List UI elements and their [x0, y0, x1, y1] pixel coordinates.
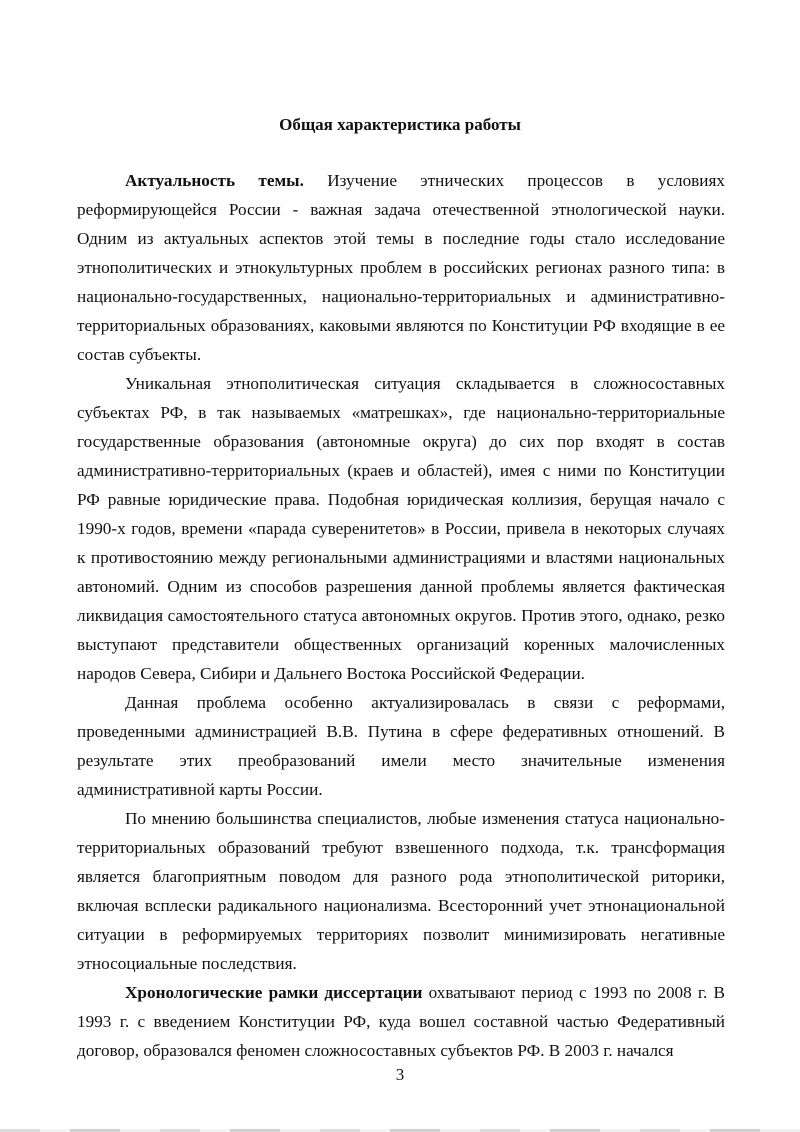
paragraph-reforms — [77, 688, 725, 804]
document-body — [77, 166, 725, 1065]
page-title: Общая характеристика работы — [279, 115, 521, 134]
paragraph-lead: Хронологические рамки диссертации — [125, 983, 423, 1002]
paragraph-relevance — [77, 166, 725, 369]
paragraph-text: Данная проблема особенно актуализировалась в связи с реформами, проведенными администрацией В.В. Путина в сфере федеративных отношений. В результате этих преобразований имели место значительные изменения административной карты России. — [77, 693, 725, 799]
paragraph-text: Уникальная этнополитическая ситуация складывается в сложносоставных субъектах РФ, в так называемых «матрешках», где национально-территориальные государственные образования (автономные округа) до сих пор входят в состав административно-территориальных (краев и областей), имея с ними по Конституции РФ равные юридические права. Подобная юридическая коллизия, берущая начало с 1990-х годов, времени «парада суверенитетов» в России, привела в некоторых случаях к противостоянию между региональными администрациями и властями национальных автономий. Одним из способов разрешения данной проблемы является фактическая ликвидация самостоятельного статуса автономных округов. Против этого, однако, резко выступают представители общественных организаций коренных малочисленных народов Севера, Сибири и Дальнего Востока Российской Федерации. — [77, 374, 725, 683]
paragraph-text: охватывают период с 1993 по 2008 г. В 1993 г. с введением Конституции РФ, куда вошел составной частью Федеративный договор, образовался феномен сложносоставных субъектов РФ. В 2003 г. начался — [77, 983, 725, 1060]
paragraph-matryoshka — [77, 369, 725, 688]
page-number: 3 — [395, 1065, 405, 1084]
paragraph-lead: Актуальность темы. — [125, 171, 304, 190]
paragraph-text: По мнению большинства специалистов, любые изменения статуса национально-территориальных образований требуют взвешенного подхода, т.к. трансформация является благоприятным поводом для разного рода этнополитической риторики, включая всплески радикального национализма. Всесторонний учет этнонациональной ситуации в реформируемых территориях позволит минимизировать негативные этносоциальные последствия. — [77, 809, 725, 973]
paragraph-text: Изучение этнических процессов в условиях реформирующейся России - важная задача отечественной этнологической науки. Одним из актуальных аспектов этой темы в последние годы стало исследование этнополитических и этнокультурных проблем в российских регионах разного типа: в национально-государственных, национально-территориальных и административно-территориальных образованиях, каковыми являются по Конституции РФ входящие в ее состав субъекты. — [77, 171, 725, 364]
paragraph-specialists — [77, 804, 725, 978]
paragraph-chronology — [77, 978, 725, 1065]
